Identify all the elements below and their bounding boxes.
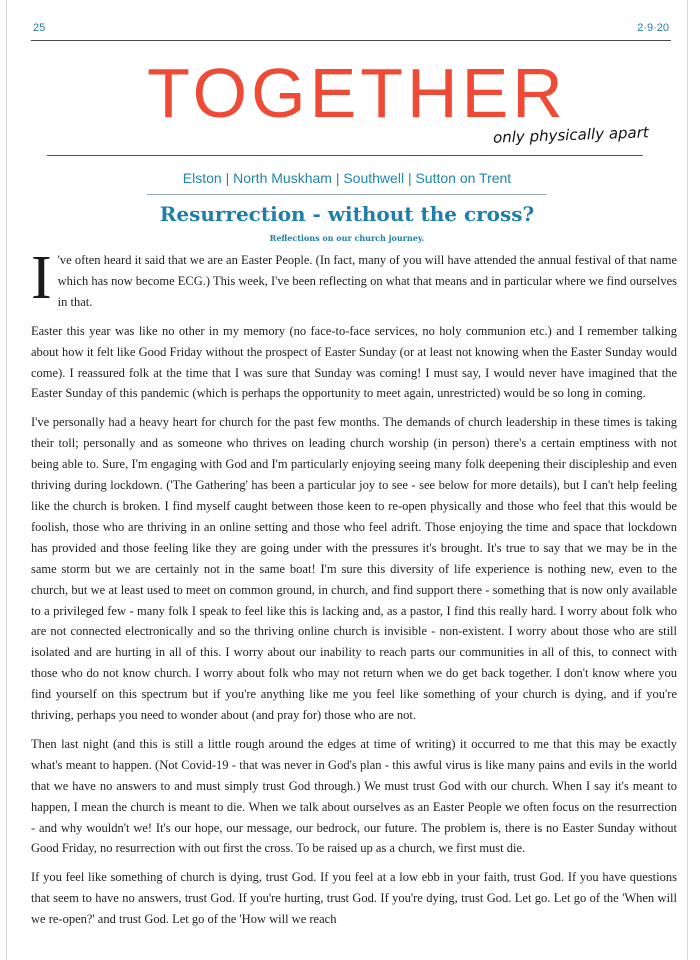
article-paragraph: Then last night (and this is still a little rough around the edges at time of writing) it occurred to me that this may be exactly what's meant to happen. (Not Covid-19 - that was never in God's plan - this awful virus is like many pains and evils in the world that we have no answers to and must simply trust God through.) We must trust God with our church. When I say it's meant to happen, I mean the church is meant to die. When we talk about ourselves as an Easter People we often focus on the resurrection - and why wouldn't we! It's our hope, our message, our bedrock, our future. The problem is, there is no Easter Sunday without Good Friday, no resurrection with out first the cross. To be raised up as a church, we first must die. — [31, 736, 677, 856]
article-headline: Resurrection - without the cross? — [159, 202, 535, 226]
parish-list: Elston | North Muskham | Southwell | Sutton on Trent — [182, 170, 512, 186]
article-paragraph: If you feel like something of church is dying, trust God. If you feel at a low ebb in your faith, trust God. If you have questions that seem to have no answers, trust God. If you're hurting, trust God. If you're dying, trust God. Let go. Let go of the 'When will we re-open?' and trust God. Let go of the 'How will we reach — [31, 870, 677, 927]
newsletter-page — [6, 0, 688, 960]
drop-cap: I — [31, 244, 52, 312]
article-body — [31, 244, 677, 938]
article-paragraph — [31, 244, 677, 313]
parish-divider — [147, 194, 547, 195]
issue-date: 2·9·20 — [637, 22, 669, 34]
page-number: 25 — [33, 22, 46, 34]
masthead-divider — [47, 155, 643, 156]
masthead-tagline: only physically apart — [492, 123, 650, 147]
article-paragraph: I've personally had a heavy heart for church for the past few months. The demands of church leadership in these times is taking their toll; personally and as someone who thrives on leading church worship (in person) there's a certain emptiness with not being able to. Sure, I'm engaging with God and I'm particularly enjoying seeing many folk deepening their discipleship and even thriving during lockdown. ('The Gathering' has been a particular joy to see - see below for more details), but I can't help feeling like the church is broken. I find myself caught between those keen to re-open physically and those who feel that this would be foolish, those who are thriving in an online setting and those who feel adrift. Those enjoying the time and space that lockdown has provided and those feeling like they are going under with the pressures it's brought. It's true to say that we may be in the same storm but we are certainly not in the same boat! I'm sure this diversity of life experience is nothing new, even to the church, but we at least used to meet on common ground, in church, and find support there - something that is now only available to a privileged few - many folk I speak to feel like this is lacking and, as a pastor, I find this really hard. I worry about folk who are not connected electronically and so the thriving online church is invisible - non-existent. I worry about those who are still isolated and are hurting in all of this. I worry about our inability to reach parts our communities in all of this, to connect with those who do not know church. I worry about folk who may not return when we do get back together. I don't know where you find yourself on this spectrum but if you're anything like me you feel like something of your church is dying, and if you're thriving, perhaps you need to wonder about (and pray for) those who are not. — [31, 415, 677, 723]
article-subheading: Reflections on our church journey. — [269, 233, 425, 243]
paragraph-text: 've often heard it said that we are an Easter People. (In fact, many of you will have attended the annual festival of that name which has now become ECG.) This week, I've been reflecting on what that means and in particular where we find ourselves in that. — [57, 253, 677, 309]
top-divider — [31, 40, 671, 41]
masthead-title: TOGETHER — [147, 54, 567, 132]
article-paragraph: Easter this year was like no other in my memory (no face-to-face services, no holy communion etc.) and I remember talking about how it felt like Good Friday without the prospect of Easter Sunday (or at least not knowing when the Easter Sunday would come). I reassured folk at the time that I was sure that Sunday was coming! I must say, I would never have imagined that the Easter Sunday of this pandemic (which is perhaps the opportunity to meet again, unrestricted) would be so long in coming. — [31, 323, 677, 401]
